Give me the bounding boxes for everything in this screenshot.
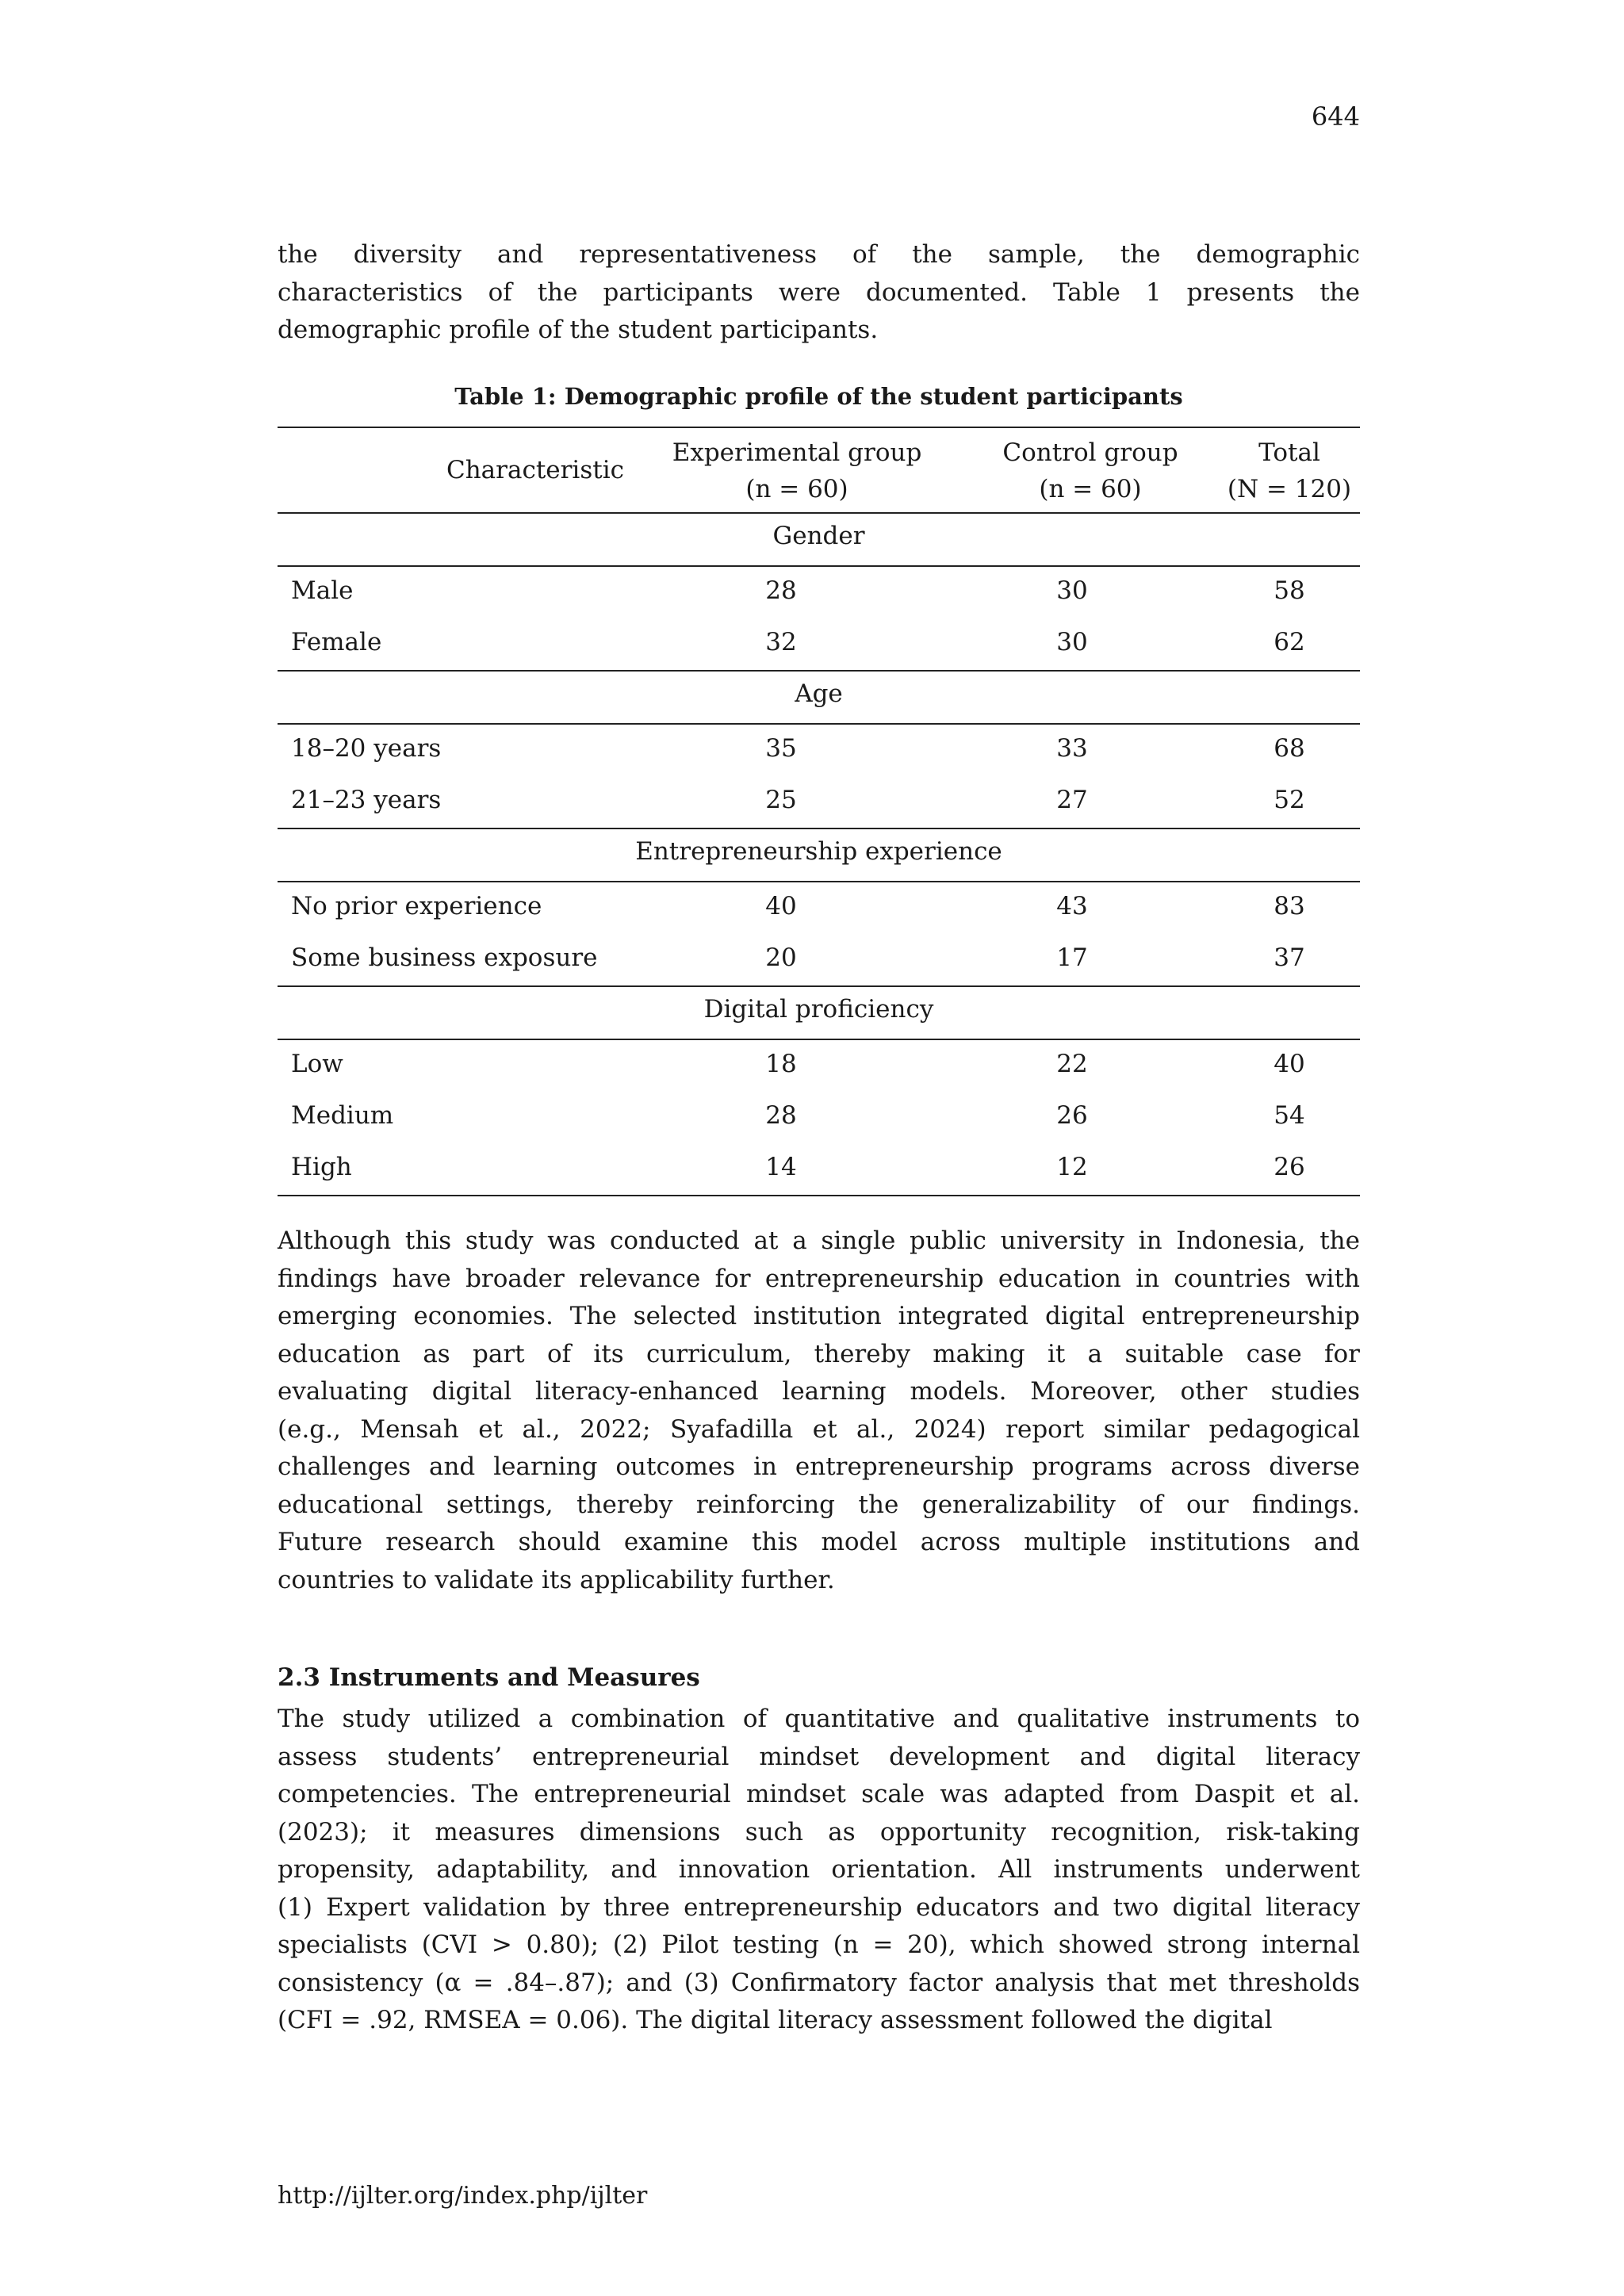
text-line: Future research should examine this model across multiple institutions and	[278, 1528, 1360, 1556]
total-value: 37	[1274, 943, 1305, 972]
experimental-value: 28	[765, 1101, 797, 1130]
experimental-value: 28	[765, 576, 797, 605]
text-line: assess students’ entrepreneurial mindset development and digital literacy	[278, 1742, 1360, 1771]
table-top-rule	[278, 427, 1360, 428]
control-value: 22	[1056, 1050, 1088, 1078]
header-experimental-n: (n = 60)	[745, 475, 848, 503]
generalizability-paragraph	[278, 1223, 1360, 1599]
text-line: education as part of its curriculum, thereby making it a suitable case for	[278, 1339, 1360, 1368]
row-label: High	[291, 1153, 352, 1181]
text-line: (2023); it measures dimensions such as opportunity recognition, risk-taking	[278, 1817, 1360, 1846]
control-value: 30	[1056, 628, 1088, 656]
text-line: (1) Expert validation by three entrepreneurship educators and two digital literacy	[278, 1892, 1360, 1922]
text-line: specialists (CVI > 0.80); (2) Pilot testing (n = 20), which showed strong internal	[278, 1931, 1360, 1959]
text-line: educational settings, thereby reinforcing the generalizability of our findings.	[278, 1490, 1360, 1519]
header-rule	[278, 512, 1360, 514]
header-total-label: Total	[1258, 438, 1320, 467]
row-label: 21–23 years	[291, 786, 442, 814]
control-value: 30	[1056, 576, 1088, 605]
header-total-n: (N = 120)	[1227, 475, 1352, 503]
text-line: emerging economies. The selected institution integrated digital entrepreneurship	[278, 1302, 1360, 1330]
section-heading: 2.3 Instruments and Measures	[278, 1663, 700, 1692]
experimental-value: 18	[765, 1050, 797, 1078]
total-value: 68	[1274, 734, 1305, 763]
control-value: 27	[1056, 786, 1088, 814]
section-end-rule	[278, 670, 1360, 672]
text-line: characteristics of the participants were documented. Table 1 presents the	[278, 277, 1360, 307]
intro-paragraph	[278, 236, 1360, 350]
text-line: Although this study was conducted at a single public university in Indonesia, the	[278, 1226, 1360, 1255]
row-label: 18–20 years	[291, 734, 442, 763]
header-control-label: Control group	[1002, 438, 1178, 467]
text-line: challenges and learning outcomes in entrepreneurship programs across diverse	[278, 1452, 1360, 1481]
experimental-value: 25	[765, 786, 797, 814]
table-row	[278, 1040, 1360, 1092]
text-line: The study utilized a combination of quantitative and qualitative instruments to	[278, 1705, 1360, 1733]
table-title: Table 1: Demographic profile of the student participants	[454, 383, 1183, 410]
total-value: 58	[1274, 576, 1305, 605]
section-header: Gender	[772, 522, 865, 550]
section-end-rule	[278, 828, 1360, 829]
text-line: (CFI = .92, RMSEA = 0.06). The digital literacy assessment followed the digital	[278, 2006, 1273, 2034]
text-line: consistency (α = .84–.87); and (3) Confirmatory factor analysis that met thresholds	[278, 1968, 1360, 1997]
row-label: Low	[291, 1050, 343, 1078]
text-line: demographic profile of the student participants.	[278, 316, 879, 344]
header-total	[1210, 434, 1369, 507]
table-row	[278, 1092, 1360, 1143]
section-header: Digital proficiency	[703, 995, 934, 1024]
demographic-table	[278, 427, 1360, 1188]
table-row	[278, 776, 1360, 828]
table-row	[278, 567, 1360, 618]
experimental-value: 35	[765, 734, 797, 763]
header-control	[952, 434, 1229, 507]
text-line: evaluating digital literacy-enhanced learning models. Moreover, other studies	[278, 1377, 1360, 1406]
header-experimental	[658, 434, 936, 507]
header-characteristic: Characteristic	[446, 456, 624, 484]
section-header: Age	[795, 679, 843, 708]
row-label: Female	[291, 628, 382, 656]
table-row	[278, 882, 1360, 934]
table-row	[278, 618, 1360, 670]
section-end-rule	[278, 1195, 1360, 1196]
footer-url[interactable]: http://ijlter.org/index.php/ijlter	[278, 2182, 648, 2210]
total-value: 83	[1274, 892, 1305, 920]
row-label: No prior experience	[291, 892, 542, 920]
instruments-paragraph	[278, 1701, 1360, 2040]
control-value: 26	[1056, 1101, 1088, 1130]
section-end-rule	[278, 985, 1360, 987]
page-number: 644	[1311, 101, 1360, 132]
total-value: 52	[1274, 786, 1305, 814]
total-value: 26	[1274, 1153, 1305, 1181]
experimental-value: 40	[765, 892, 797, 920]
experimental-value: 14	[765, 1153, 797, 1181]
table-row	[278, 1143, 1360, 1195]
header-control-n: (n = 60)	[1039, 475, 1142, 503]
section-header: Entrepreneurship experience	[635, 837, 1002, 866]
header-experimental-label: Experimental group	[672, 438, 922, 467]
text-line: countries to validate its applicability further.	[278, 1565, 835, 1594]
table-row	[278, 725, 1360, 776]
total-value: 40	[1274, 1050, 1305, 1078]
row-label: Some business exposure	[291, 943, 598, 972]
text-line: findings have broader relevance for entrepreneurship education in countries with	[278, 1264, 1360, 1293]
text-line: competencies. The entrepreneurial mindset scale was adapted from Daspit et al.	[278, 1780, 1360, 1808]
row-label: Male	[291, 576, 354, 605]
total-value: 54	[1274, 1101, 1305, 1130]
text-line: the diversity and representativeness of the sample, the demographic	[278, 240, 1360, 269]
control-value: 43	[1056, 892, 1088, 920]
table-row	[278, 934, 1360, 985]
total-value: 62	[1274, 628, 1305, 656]
control-value: 17	[1056, 943, 1088, 972]
text-line: propensity, adaptability, and innovation orientation. All instruments underwent	[278, 1855, 1360, 1884]
text-line: (e.g., Mensah et al., 2022; Syafadilla et al., 2024) report similar pedagogical	[278, 1414, 1360, 1444]
control-value: 12	[1056, 1153, 1088, 1181]
row-label: Medium	[291, 1101, 394, 1130]
experimental-value: 20	[765, 943, 797, 972]
control-value: 33	[1056, 734, 1088, 763]
experimental-value: 32	[765, 628, 797, 656]
